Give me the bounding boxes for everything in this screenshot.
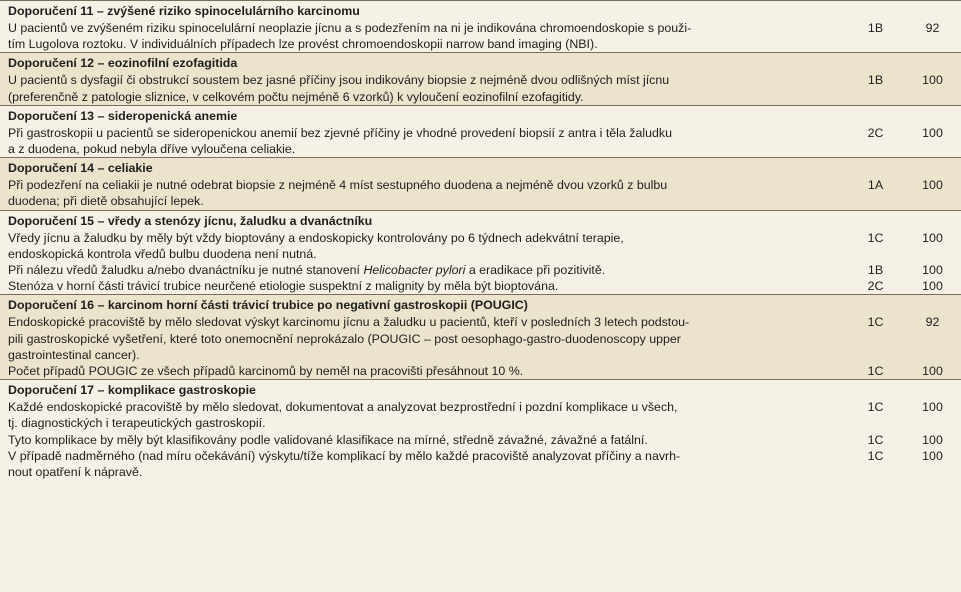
recommendation-item bbox=[0, 363, 961, 379]
agreement-percent: 92 bbox=[925, 21, 940, 35]
evidence-grade: 1C bbox=[867, 400, 884, 415]
text-line: Vředy jícnu a žaludku by měly být vždy bioptovány a endoskopicky kontrolovány po 6 týdnech adekvátní terapie, bbox=[8, 230, 624, 245]
evidence-grade: 1C bbox=[867, 364, 884, 379]
agreement-percent: 100 bbox=[922, 263, 943, 278]
text-line: (preferenčně z patologie sliznice, v celkovém počtu nejméně 6 vzorků) k vyloučení eozinofilní ezofagitidy. bbox=[8, 89, 584, 104]
recommendation-text bbox=[0, 432, 847, 448]
text-line: U pacientů ve zvýšeném riziku spinocelulární neoplazie jícnu a s podezřením na ni je indikována chromoendoskopie s použi- bbox=[8, 21, 692, 35]
organism-name: Helicobacter pylori bbox=[363, 263, 466, 278]
text-line: Každé endoskopické pracoviště by mělo sledovat, dokumentovat a analyzovat bezprostřední i pozdní komplikace u všech, bbox=[8, 400, 678, 415]
text-line: Při podezření na celiakii je nutné odebrat biopsie z nejméně 4 míst sestupného duodena a nejméně dvou vzorků z bulbu bbox=[8, 178, 668, 193]
text-line: endoskopická kontrola vředů bulbu duodena není nutná. bbox=[8, 246, 317, 261]
agreement-percent: 100 bbox=[922, 364, 943, 379]
recommendation-item bbox=[0, 432, 961, 448]
recommendation-text bbox=[0, 363, 847, 379]
evidence-grade: 1C bbox=[867, 432, 884, 447]
recommendation-item bbox=[0, 72, 961, 104]
recommendation-text bbox=[0, 230, 847, 262]
recommendation-text bbox=[0, 399, 847, 431]
evidence-grade: 1B bbox=[867, 73, 884, 88]
evidence-grade: 1C bbox=[867, 315, 884, 330]
recommendation-text bbox=[0, 72, 847, 104]
recommendation-title: Doporučení 12 – eozinofilní ezofagitida bbox=[8, 56, 238, 71]
recommendation-section bbox=[0, 157, 961, 209]
evidence-grade: 1B bbox=[867, 263, 884, 278]
evidence-grade: 1A bbox=[867, 178, 884, 193]
text-line: Počet případů POUGIC ze všech případů karcinomů by neměl na pracovišti přesáhnout 10 %. bbox=[8, 364, 524, 379]
evidence-grade: 1B bbox=[867, 21, 884, 35]
agreement-percent: 100 bbox=[922, 432, 943, 447]
agreement-percent: 100 bbox=[922, 125, 943, 140]
recommendation-title: Doporučení 15 – vředy a stenózy jícnu, žaludku a dvanáctníku bbox=[8, 213, 373, 228]
recommendation-text bbox=[0, 314, 847, 363]
recommendation-title: Doporučení 17 – komplikace gastroskopie bbox=[8, 383, 256, 398]
evidence-grade: 1C bbox=[867, 448, 884, 463]
recommendation-item bbox=[0, 448, 961, 480]
text-line: U pacientů s dysfagií či obstrukcí soustem bez jasné příčiny jsou indikovány biopsie z nejméně dvou odlišných míst jícnu bbox=[8, 73, 670, 88]
recommendation-text bbox=[0, 278, 847, 294]
recommendation-title: Doporučení 14 – celiakie bbox=[8, 161, 153, 176]
agreement-percent: 100 bbox=[922, 279, 943, 294]
recommendation-section bbox=[0, 105, 961, 157]
recommendation-section bbox=[0, 0, 961, 52]
text-line: duodena; při dietě obsahující lepek. bbox=[8, 194, 204, 209]
agreement-percent: 100 bbox=[922, 73, 943, 88]
recommendation-item bbox=[0, 278, 961, 294]
recommendation-section bbox=[0, 379, 961, 480]
recommendation-section bbox=[0, 294, 961, 379]
text-line: tím Lugolova roztoku. V individuálních případech lze provést chromoendoskopii narrow band imaging (NBI). bbox=[8, 37, 598, 52]
agreement-percent: 100 bbox=[922, 178, 943, 193]
evidence-grade: 2C bbox=[867, 125, 884, 140]
evidence-grade: 2C bbox=[867, 279, 884, 294]
text-line: gastrointestinal cancer). bbox=[8, 347, 140, 362]
recommendation-item bbox=[0, 177, 961, 209]
agreement-percent: 92 bbox=[925, 315, 940, 330]
agreement-percent: 100 bbox=[922, 230, 943, 245]
recommendation-title: Doporučení 11 – zvýšené riziko spinocelulárního karcinomu bbox=[8, 4, 360, 18]
recommendation-text bbox=[0, 448, 847, 480]
text-line: V případě nadměrného (nad míru očekávání) výskytu/tíže komplikací by mělo každé pracoviště analyzovat příčiny a navrh- bbox=[8, 448, 681, 463]
recommendation-item bbox=[0, 230, 961, 262]
recommendation-section bbox=[0, 210, 961, 295]
recommendation-item bbox=[0, 125, 961, 157]
text-line: Endoskopické pracoviště by mělo sledovat výskyt karcinomu jícnu a žaludku u pacientů, kteří v posledních 3 letech podstou- bbox=[8, 315, 690, 330]
text-line: Při gastroskopii u pacientů se sideropenickou anemií bez zjevné příčiny je vhodné provedení biopsií z antra i těla žaludku bbox=[8, 125, 672, 140]
agreement-percent: 100 bbox=[922, 448, 943, 463]
recommendation-item bbox=[0, 399, 961, 431]
recommendation-text bbox=[0, 262, 847, 278]
text-segment: a eradikace při pozitivitě. bbox=[465, 263, 606, 278]
text-line bbox=[8, 262, 847, 278]
recommendation-section bbox=[0, 52, 961, 104]
evidence-grade: 1C bbox=[867, 230, 884, 245]
recommendation-title: Doporučení 16 – karcinom horní části trávicí trubice po negativní gastroskopii (POUGIC) bbox=[8, 298, 528, 313]
recommendation-item bbox=[0, 262, 961, 278]
recommendation-item bbox=[0, 314, 961, 363]
text-line: a z duodena, pokud nebyla dříve vyloučena celiakie. bbox=[8, 142, 296, 157]
recommendation-title: Doporučení 13 – sideropenická anemie bbox=[8, 108, 238, 123]
recommendation-item bbox=[0, 20, 961, 52]
text-line: nout opatření k nápravě. bbox=[8, 465, 143, 480]
recommendation-text bbox=[0, 177, 847, 209]
text-line: Tyto komplikace by měly být klasifikovány podle validované klasifikace na mírné, středně závažné, závažné a fatální. bbox=[8, 432, 648, 447]
recommendation-text bbox=[0, 125, 847, 157]
text-segment: Při nálezu vředů žaludku a/nebo dvanáctníku je nutné stanovení bbox=[8, 263, 364, 278]
text-line: Stenóza v horní části trávicí trubice neurčené etiologie suspektní z malignity by měla být bioptována. bbox=[8, 279, 559, 294]
agreement-percent: 100 bbox=[922, 400, 943, 415]
text-line: tj. diagnostických i terapeutických gastroskopií. bbox=[8, 416, 266, 431]
recommendation-text bbox=[0, 20, 847, 52]
text-line: pili gastroskopické vyšetření, které toto onemocnění neprokázalo (POUGIC – post oesophago-gastro-duodenoscopy upper bbox=[8, 331, 681, 346]
